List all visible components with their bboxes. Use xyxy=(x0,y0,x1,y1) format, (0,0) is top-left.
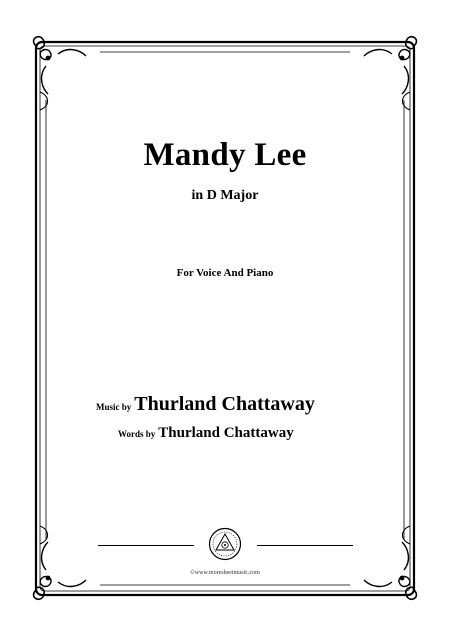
song-key: in D Major xyxy=(191,188,259,203)
composer-name: Thurland Chattaway xyxy=(134,393,315,415)
music-by-prefix: Music by xyxy=(96,402,132,412)
music-credit xyxy=(96,393,315,416)
song-title: Mandy Lee xyxy=(143,137,307,173)
corner-ornament-top-right-icon xyxy=(364,37,416,94)
footer-rule-left xyxy=(98,545,194,546)
website-url: ©www.moresheetmusic.com xyxy=(190,570,260,576)
words-credit xyxy=(118,425,294,442)
corner-ornament-top-left-icon xyxy=(34,37,86,94)
lyricist-name: Thurland Chattaway xyxy=(158,425,294,441)
arrangement-label: For Voice And Piano xyxy=(176,267,274,279)
publisher-seal-icon xyxy=(208,527,242,561)
footer-rule-right xyxy=(257,545,353,546)
words-by-prefix: Words by xyxy=(118,429,156,439)
